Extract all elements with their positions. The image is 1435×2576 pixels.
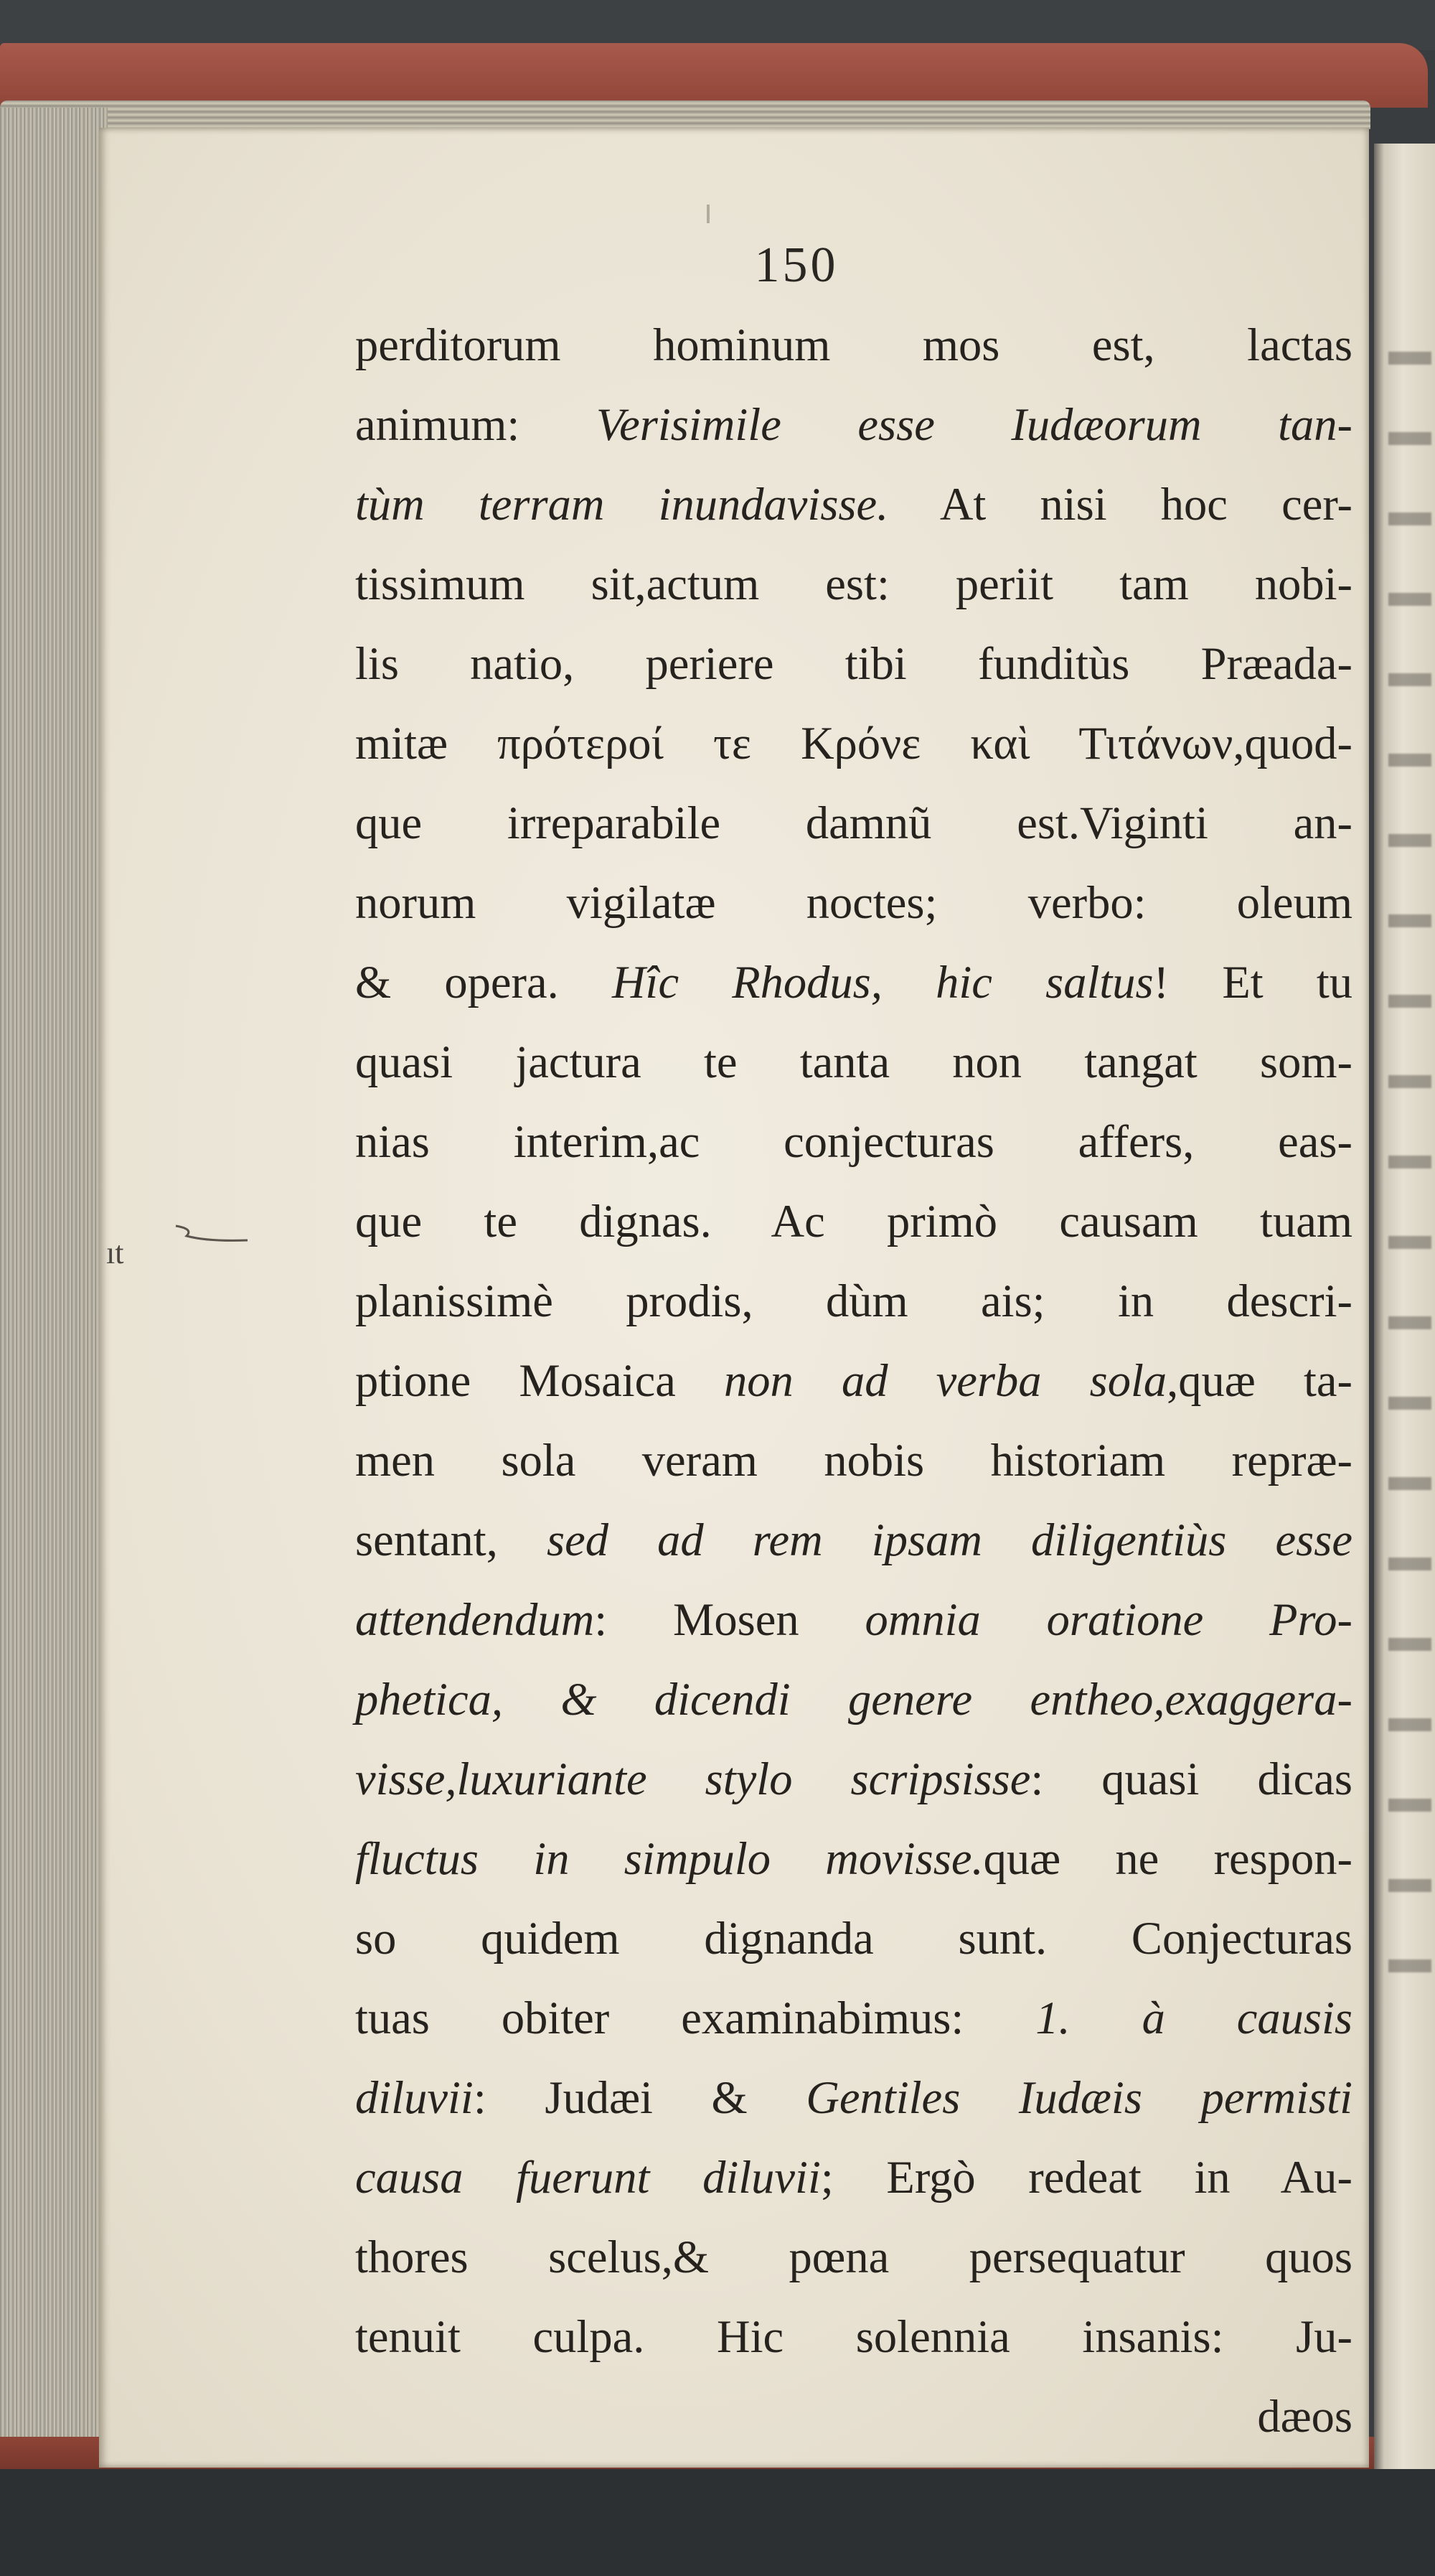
text-line: [355, 2297, 1352, 2376]
text-line: [355, 863, 1352, 942]
background-bottom: [0, 2469, 1435, 2576]
italic-run: sed ad rem ipsam diligentiùs esse: [546, 1514, 1352, 1565]
roman-run: mitæ πρότεροί τε Κρόνε καὶ Τιτάνων,quod-: [355, 718, 1352, 769]
italic-run: Gentiles Iudæis permisti: [806, 2072, 1352, 2123]
roman-run: ptione Mosaica: [355, 1355, 725, 1406]
italic-run: fluctus in simpulo movisse.: [355, 1833, 984, 1884]
text-line: [355, 544, 1352, 624]
roman-run: norum vigilatæ noctes; verbo: oleum: [355, 877, 1352, 928]
text-line: [355, 942, 1352, 1022]
roman-run: sentant,: [355, 1514, 547, 1565]
roman-run: nias interim,ac conjecturas affers, eas-: [355, 1116, 1352, 1167]
roman-run: men sola veram nobis historiam repræ-: [355, 1435, 1352, 1486]
book-cover-edge: [0, 43, 1428, 108]
page-number: 150: [754, 238, 839, 293]
roman-run: ! Et tu: [1153, 957, 1353, 1008]
page-edges-top: [0, 100, 1370, 129]
italic-run: causa fuerunt diluvii: [355, 2152, 821, 2203]
italic-run: non ad verba sola: [724, 1355, 1167, 1406]
text-line: [355, 1341, 1352, 1420]
italic-run: phetica, & dicendi genere entheo,exaggera-: [355, 1674, 1352, 1725]
text-line: [355, 464, 1352, 544]
text-line: [355, 305, 1352, 385]
roman-run: ; Ergò redeat in Au-: [820, 2152, 1352, 2203]
roman-run: que irreparabile damnũ est.Viginti an-: [355, 797, 1352, 848]
text-line: [355, 1819, 1352, 1898]
roman-run: lis natio, periere tibi funditùs Præada-: [355, 638, 1352, 689]
italic-run: attendendum: [355, 1594, 595, 1645]
italic-run: omnia oratione Pro-: [865, 1594, 1352, 1645]
page-text-block: [355, 305, 1352, 2456]
roman-run: tissimum sit,actum est: periit tam nobi-: [355, 558, 1352, 609]
roman-run: que te dignas. Ac primò causam tuam: [355, 1196, 1352, 1247]
text-line: [355, 1978, 1352, 2058]
roman-run: planissimè prodis, dùm ais; in descri-: [355, 1275, 1352, 1326]
italic-run: visse,luxuriante stylo scripsisse: [355, 1753, 1031, 1804]
text-line: [355, 385, 1352, 464]
roman-run: & opera.: [355, 957, 612, 1008]
text-line: [355, 1659, 1352, 1739]
italic-run: diluvii: [355, 2072, 474, 2123]
roman-run: : Judæi &: [473, 2072, 806, 2123]
facing-page-text: [1388, 309, 1431, 2031]
roman-run: perditorum hominum mos est, lactas: [355, 319, 1352, 370]
roman-run: : Mosen: [594, 1594, 865, 1645]
italic-run: Hîc Rhodus, hic saltus: [611, 957, 1154, 1008]
italic-run: 1. à causis: [1035, 1992, 1352, 2043]
text-line: [355, 1580, 1352, 1659]
text-line: [355, 1739, 1352, 1819]
text-line: [355, 624, 1352, 703]
text-line: [355, 1102, 1352, 1181]
roman-run: ,quæ ta-: [1167, 1355, 1352, 1406]
roman-run: dæos: [1257, 2391, 1352, 2442]
text-line: [355, 1420, 1352, 1500]
text-line: [355, 1500, 1352, 1580]
text-line: [355, 1898, 1352, 1978]
roman-run: : quasi dicas: [1030, 1753, 1352, 1804]
roman-run: thores scelus,& pœna persequatur quos: [355, 2231, 1352, 2282]
pencil-mark: [707, 205, 710, 223]
roman-run: animum:: [355, 399, 596, 450]
text-line: [355, 1181, 1352, 1261]
margin-bracket-mark: [172, 1220, 251, 1249]
roman-run: so quidem dignanda sunt. Conjecturas: [355, 1913, 1352, 1964]
text-line: [355, 2376, 1352, 2456]
italic-run: tùm terram inundavisse.: [355, 479, 889, 530]
text-line: [355, 2217, 1352, 2297]
roman-run: tuas obiter examinabimus:: [355, 1992, 1036, 2043]
text-line: [355, 2137, 1352, 2217]
text-line: [355, 1261, 1352, 1341]
page-edges-left: [0, 108, 108, 2448]
italic-run: Verisimile esse Iudæorum tan-: [596, 399, 1352, 450]
roman-run: quæ ne respon-: [983, 1833, 1353, 1884]
text-line: [355, 2058, 1352, 2137]
roman-run: tenuit culpa. Hic solennia insanis: Ju-: [355, 2311, 1352, 2362]
text-line: [355, 783, 1352, 863]
text-line: [355, 703, 1352, 783]
roman-run: At nisi hoc cer-: [888, 479, 1352, 530]
text-line: [355, 1022, 1352, 1102]
margin-mark: ıt: [106, 1235, 124, 1270]
roman-run: quasi jactura te tanta non tangat som-: [355, 1036, 1352, 1087]
